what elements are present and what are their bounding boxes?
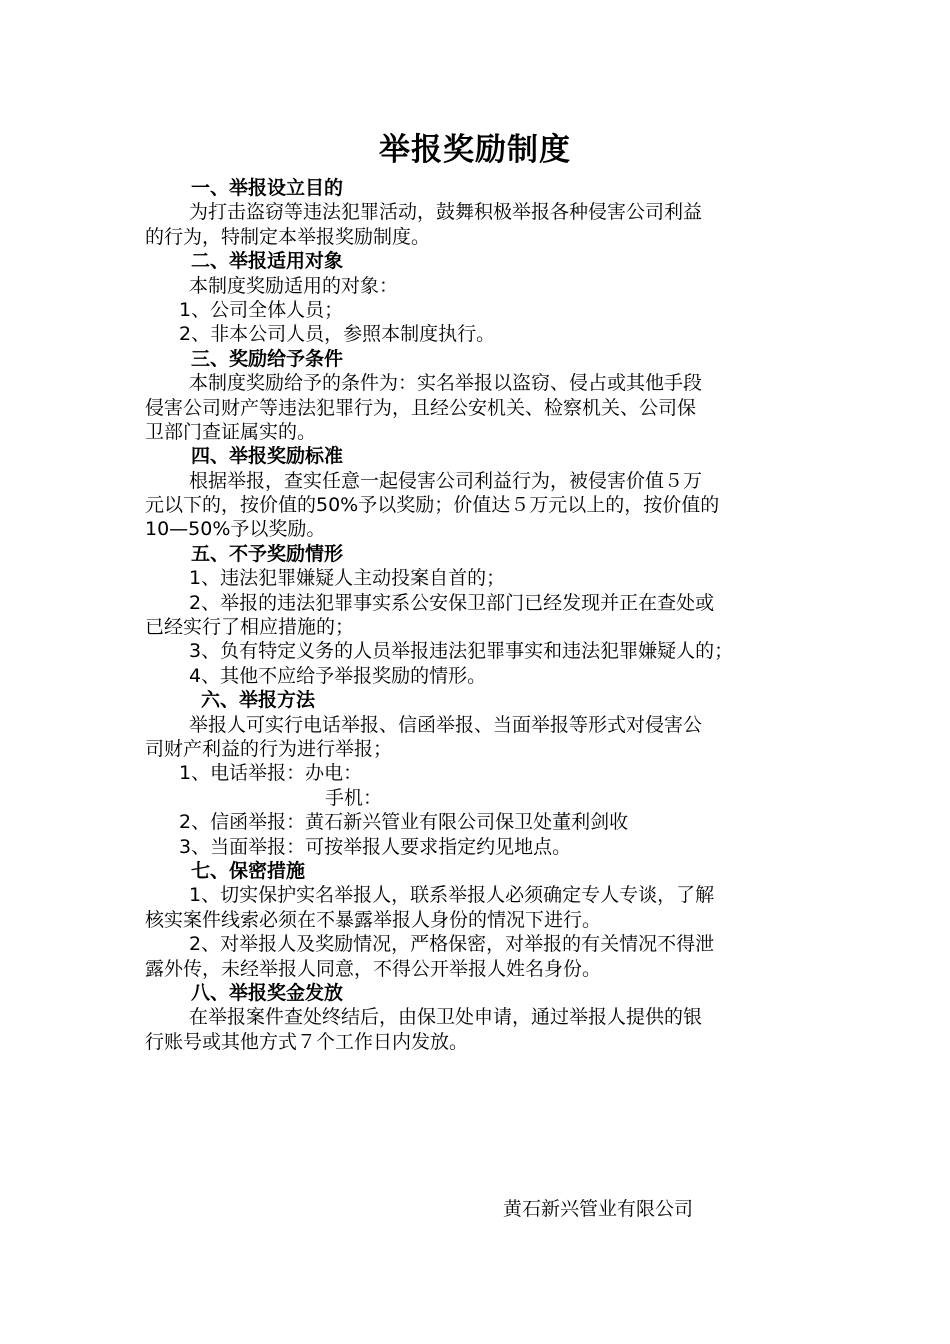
list-item: 1、电话举报：办电： [179,762,363,785]
paragraph-line: 已经实行了相应措施的； [145,616,355,639]
paragraph-line: 本制度奖励给予的条件为：实名举报以盗窃、侵占或其他手段 [189,372,703,395]
list-item: 1、公司全体人员； [179,298,344,321]
paragraph-line: 10—50%予以奖励。 [145,518,326,541]
list-item: 2、对举报人及奖励情况，严格保密，对举报的有关情况不得泄 [189,933,715,956]
paragraph-line: 侵害公司财产等违法犯罪行为，且经公安机关、检察机关、公司保 [145,396,697,419]
list-item: 1、切实保护实名举报人，联系举报人必须确定专人专谈，了解 [189,884,715,907]
list-item: 手机： [325,786,383,809]
paragraph-line: 为打击盗窃等违法犯罪活动，鼓舞积极举报各种侵害公司利益 [189,201,703,224]
section-heading: 二、举报适用对象 [191,250,344,273]
paragraph-line: 司财产利益的行为进行举报； [145,737,393,760]
paragraph-line: 举报人可实行电话举报、信函举报、当面举报等形式对侵害公 [189,713,703,736]
section-heading: 七、保密措施 [191,859,306,882]
document-body [145,176,825,1054]
section-heading: 八、举报奖金发放 [191,981,344,1004]
paragraph-line: 根据举报，查实任意一起侵害公司利益行为，被侵害价值５万 [189,469,703,492]
list-item: 4、其他不应给予举报奖励的情形。 [189,664,487,687]
section-heading: 三、奖励给予条件 [191,347,344,370]
paragraph-line: 核实案件线索必须在不暴露举报人身份的情况下进行。 [145,908,602,931]
section-heading: 四、举报奖励标准 [191,445,344,468]
list-item: 2、非本公司人员，参照本制度执行。 [179,323,496,346]
paragraph-line: 露外传，未经举报人同意，不得公开举报人姓名身份。 [145,957,602,980]
list-item: 2、举报的违法犯罪事实系公安保卫部门已经发现并正在查处或 [189,591,715,614]
paragraph-line: 卫部门查证属实的。 [145,420,317,443]
list-item: 2、信函举报：黄石新兴管业有限公司保卫处董利剑收 [179,811,629,834]
paragraph-line: 元以下的，按价值的50%予以奖励；价值达５万元以上的，按价值的 [145,494,720,517]
list-item: 1、违法犯罪嫌疑人主动投案自首的； [189,567,506,590]
paragraph-line: 在举报案件查处终结后，由保卫处申请，通过举报人提供的银 [189,1006,703,1029]
list-item: 3、当面举报：可按举报人要求指定约见地点。 [179,835,572,858]
paragraph-line: 的行为，特制定本举报奖励制度。 [145,225,431,248]
list-item: 3、负有特定义务的人员举报违法犯罪事实和违法犯罪嫌疑人的； [189,640,734,663]
section-heading: 一、举报设立目的 [191,177,344,199]
paragraph-line: 行账号或其他方式７个工作日内发放。 [145,1030,469,1053]
section-heading: 五、不予奖励情形 [191,542,344,565]
section-heading: 六、举报方法 [201,689,316,712]
page-title: 举报奖励制度 [379,132,571,168]
paragraph-line: 本制度奖励适用的对象： [189,274,399,297]
company-signature: 黄石新兴管业有限公司 [503,1198,694,1220]
